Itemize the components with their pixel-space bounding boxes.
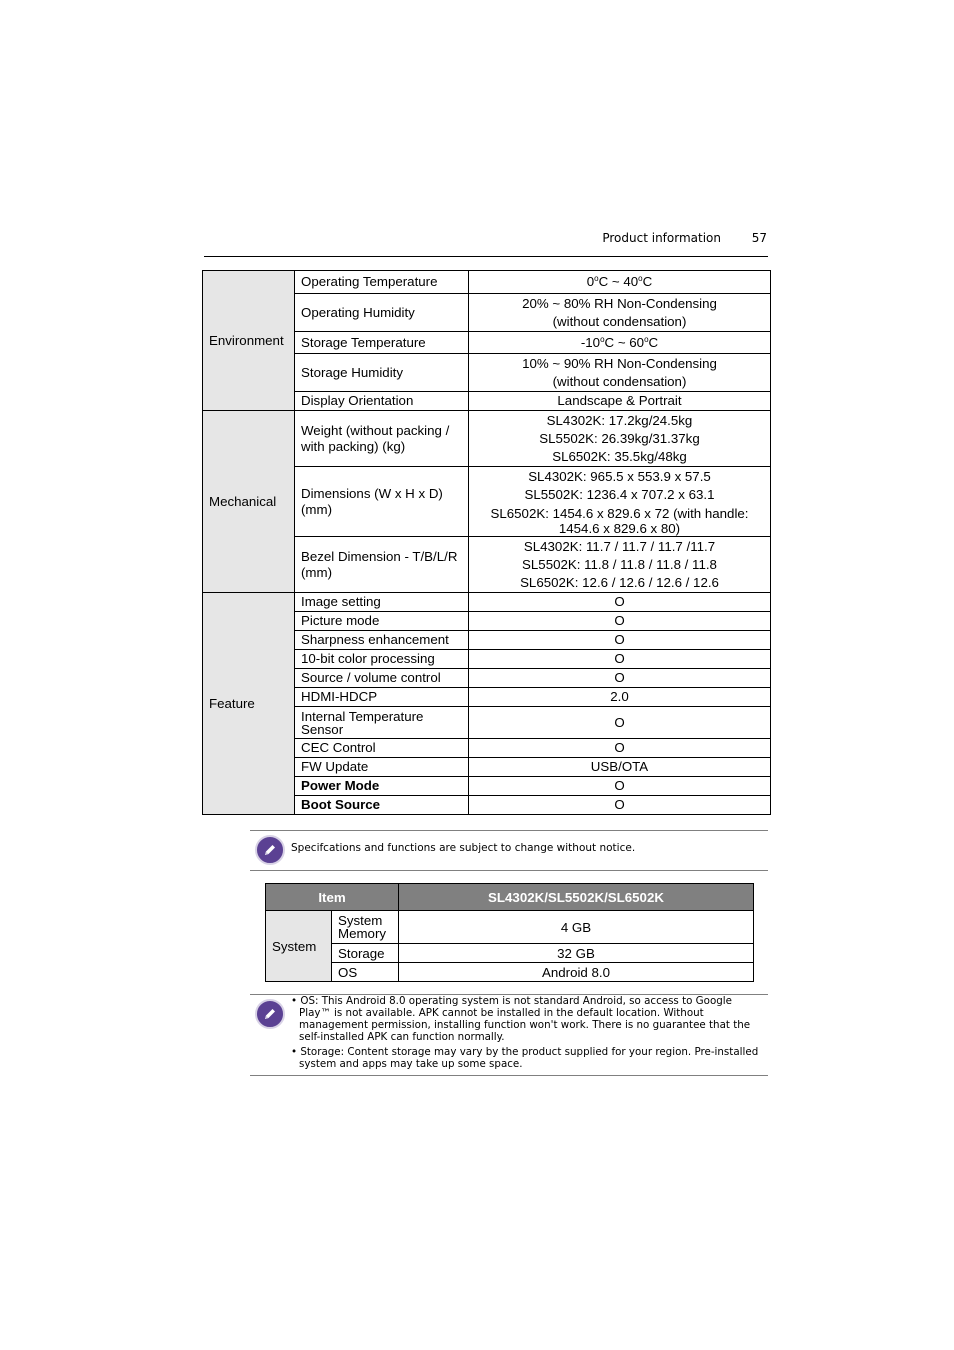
- feature-value: Landscape & Portrait: [469, 392, 771, 411]
- feature-label: Storage: [332, 944, 399, 963]
- feature-value: SL4302K: 965.5 x 553.9 x 57.5 SL5502K: 1236.4 x 707.2 x 63.1 SL6502K: 1454.6 x 829.6 x 72 (with handle: 1454.6 x 829.6 x 80): [469, 467, 771, 537]
- feature-value: 4 GB: [399, 911, 754, 944]
- feature-value: O: [469, 593, 771, 612]
- table-row: [266, 963, 754, 982]
- category-mechanical: Mechanical: [203, 411, 295, 593]
- spec-table: [202, 270, 771, 815]
- page-header: [204, 228, 768, 257]
- feature-label: Bezel Dimension - T/B/L/R (mm): [295, 537, 469, 593]
- table-row: [266, 911, 754, 944]
- column-header-models: SL4302K/SL5502K/SL6502K: [399, 884, 754, 911]
- section-title: Product information: [602, 231, 721, 245]
- pencil-icon: [255, 999, 285, 1029]
- feature-label: HDMI-HDCP: [295, 688, 469, 707]
- feature-value: Android 8.0: [399, 963, 754, 982]
- category-environment: Environment: [203, 271, 295, 411]
- feature-value: O: [469, 777, 771, 796]
- feature-label: CEC Control: [295, 739, 469, 758]
- feature-value: SL4302K: 17.2kg/24.5kg SL5502K: 26.39kg/31.37kg SL6502K: 35.5kg/48kg: [469, 411, 771, 467]
- feature-label: Boot Source: [295, 796, 469, 815]
- feature-value: 10% ~ 90% RH Non-Condensing (without condensation): [469, 354, 771, 392]
- feature-label: Picture mode: [295, 612, 469, 631]
- note-list: [291, 995, 763, 1070]
- table-row: [266, 944, 754, 963]
- feature-value: O: [469, 612, 771, 631]
- table-header-row: [266, 884, 754, 911]
- feature-label: Sharpness enhancement: [295, 631, 469, 650]
- feature-value: O: [469, 669, 771, 688]
- feature-value: -10$^o$C ~ 60$^o$C: [469, 332, 771, 354]
- feature-value: 0$^o$C ~ 40$^o$C: [469, 271, 771, 294]
- note-text: Specifcations and functions are subject to change without notice.: [291, 842, 636, 854]
- feature-label: 10-bit color processing: [295, 650, 469, 669]
- feature-label: Operating Temperature: [295, 271, 469, 294]
- feature-value: O: [469, 796, 771, 815]
- feature-label: Display Orientation: [295, 392, 469, 411]
- feature-value: 2.0: [469, 688, 771, 707]
- system-table: [265, 883, 754, 982]
- page-number: 57: [751, 231, 767, 245]
- feature-label: Source / volume control: [295, 669, 469, 688]
- list-item: • OS: This Android 8.0 operating system is not standard Android, so access to Google Play™ is not available. APK cannot be installed in the default location. Without management permission, installing function won't work. There is no guarantee that the self-installed APK can function normally.: [291, 995, 751, 1043]
- note-box: [250, 830, 768, 871]
- feature-value: USB/OTA: [469, 758, 771, 777]
- note-box: [250, 994, 768, 1076]
- feature-label: Operating Humidity: [295, 294, 469, 332]
- table-row: [203, 271, 771, 294]
- feature-label: Dimensions (W x H x D) (mm): [295, 467, 469, 537]
- pencil-icon: [255, 835, 285, 865]
- feature-value: O: [469, 707, 771, 739]
- category-system: System: [266, 911, 332, 982]
- feature-label: Storage Temperature: [295, 332, 469, 354]
- feature-value: SL4302K: 11.7 / 11.7 / 11.7 /11.7 SL5502K: 11.8 / 11.8 / 11.8 / 11.8 SL6502K: 12.6 / 12.6 / 12.6 / 12.6: [469, 537, 771, 593]
- feature-label: System Memory: [332, 911, 399, 944]
- feature-value: O: [469, 739, 771, 758]
- feature-value: O: [469, 631, 771, 650]
- table-row: [203, 593, 771, 612]
- column-header-item: Item: [266, 884, 399, 911]
- feature-label: Weight (without packing / with packing) (kg): [295, 411, 469, 467]
- feature-label: Power Mode: [295, 777, 469, 796]
- feature-value: O: [469, 650, 771, 669]
- list-item: • Storage: Content storage may vary by the product supplied for your region. Pre-installed system and apps may take up some space.: [291, 1046, 759, 1070]
- feature-value: 20% ~ 80% RH Non-Condensing (without condensation): [469, 294, 771, 332]
- feature-label: OS: [332, 963, 399, 982]
- feature-label: Storage Humidity: [295, 354, 469, 392]
- table-row: [203, 411, 771, 467]
- category-feature: Feature: [203, 593, 295, 815]
- feature-label: Internal Temperature Sensor: [295, 707, 469, 739]
- feature-label: FW Update: [295, 758, 469, 777]
- feature-value: 32 GB: [399, 944, 754, 963]
- feature-label: Image setting: [295, 593, 469, 612]
